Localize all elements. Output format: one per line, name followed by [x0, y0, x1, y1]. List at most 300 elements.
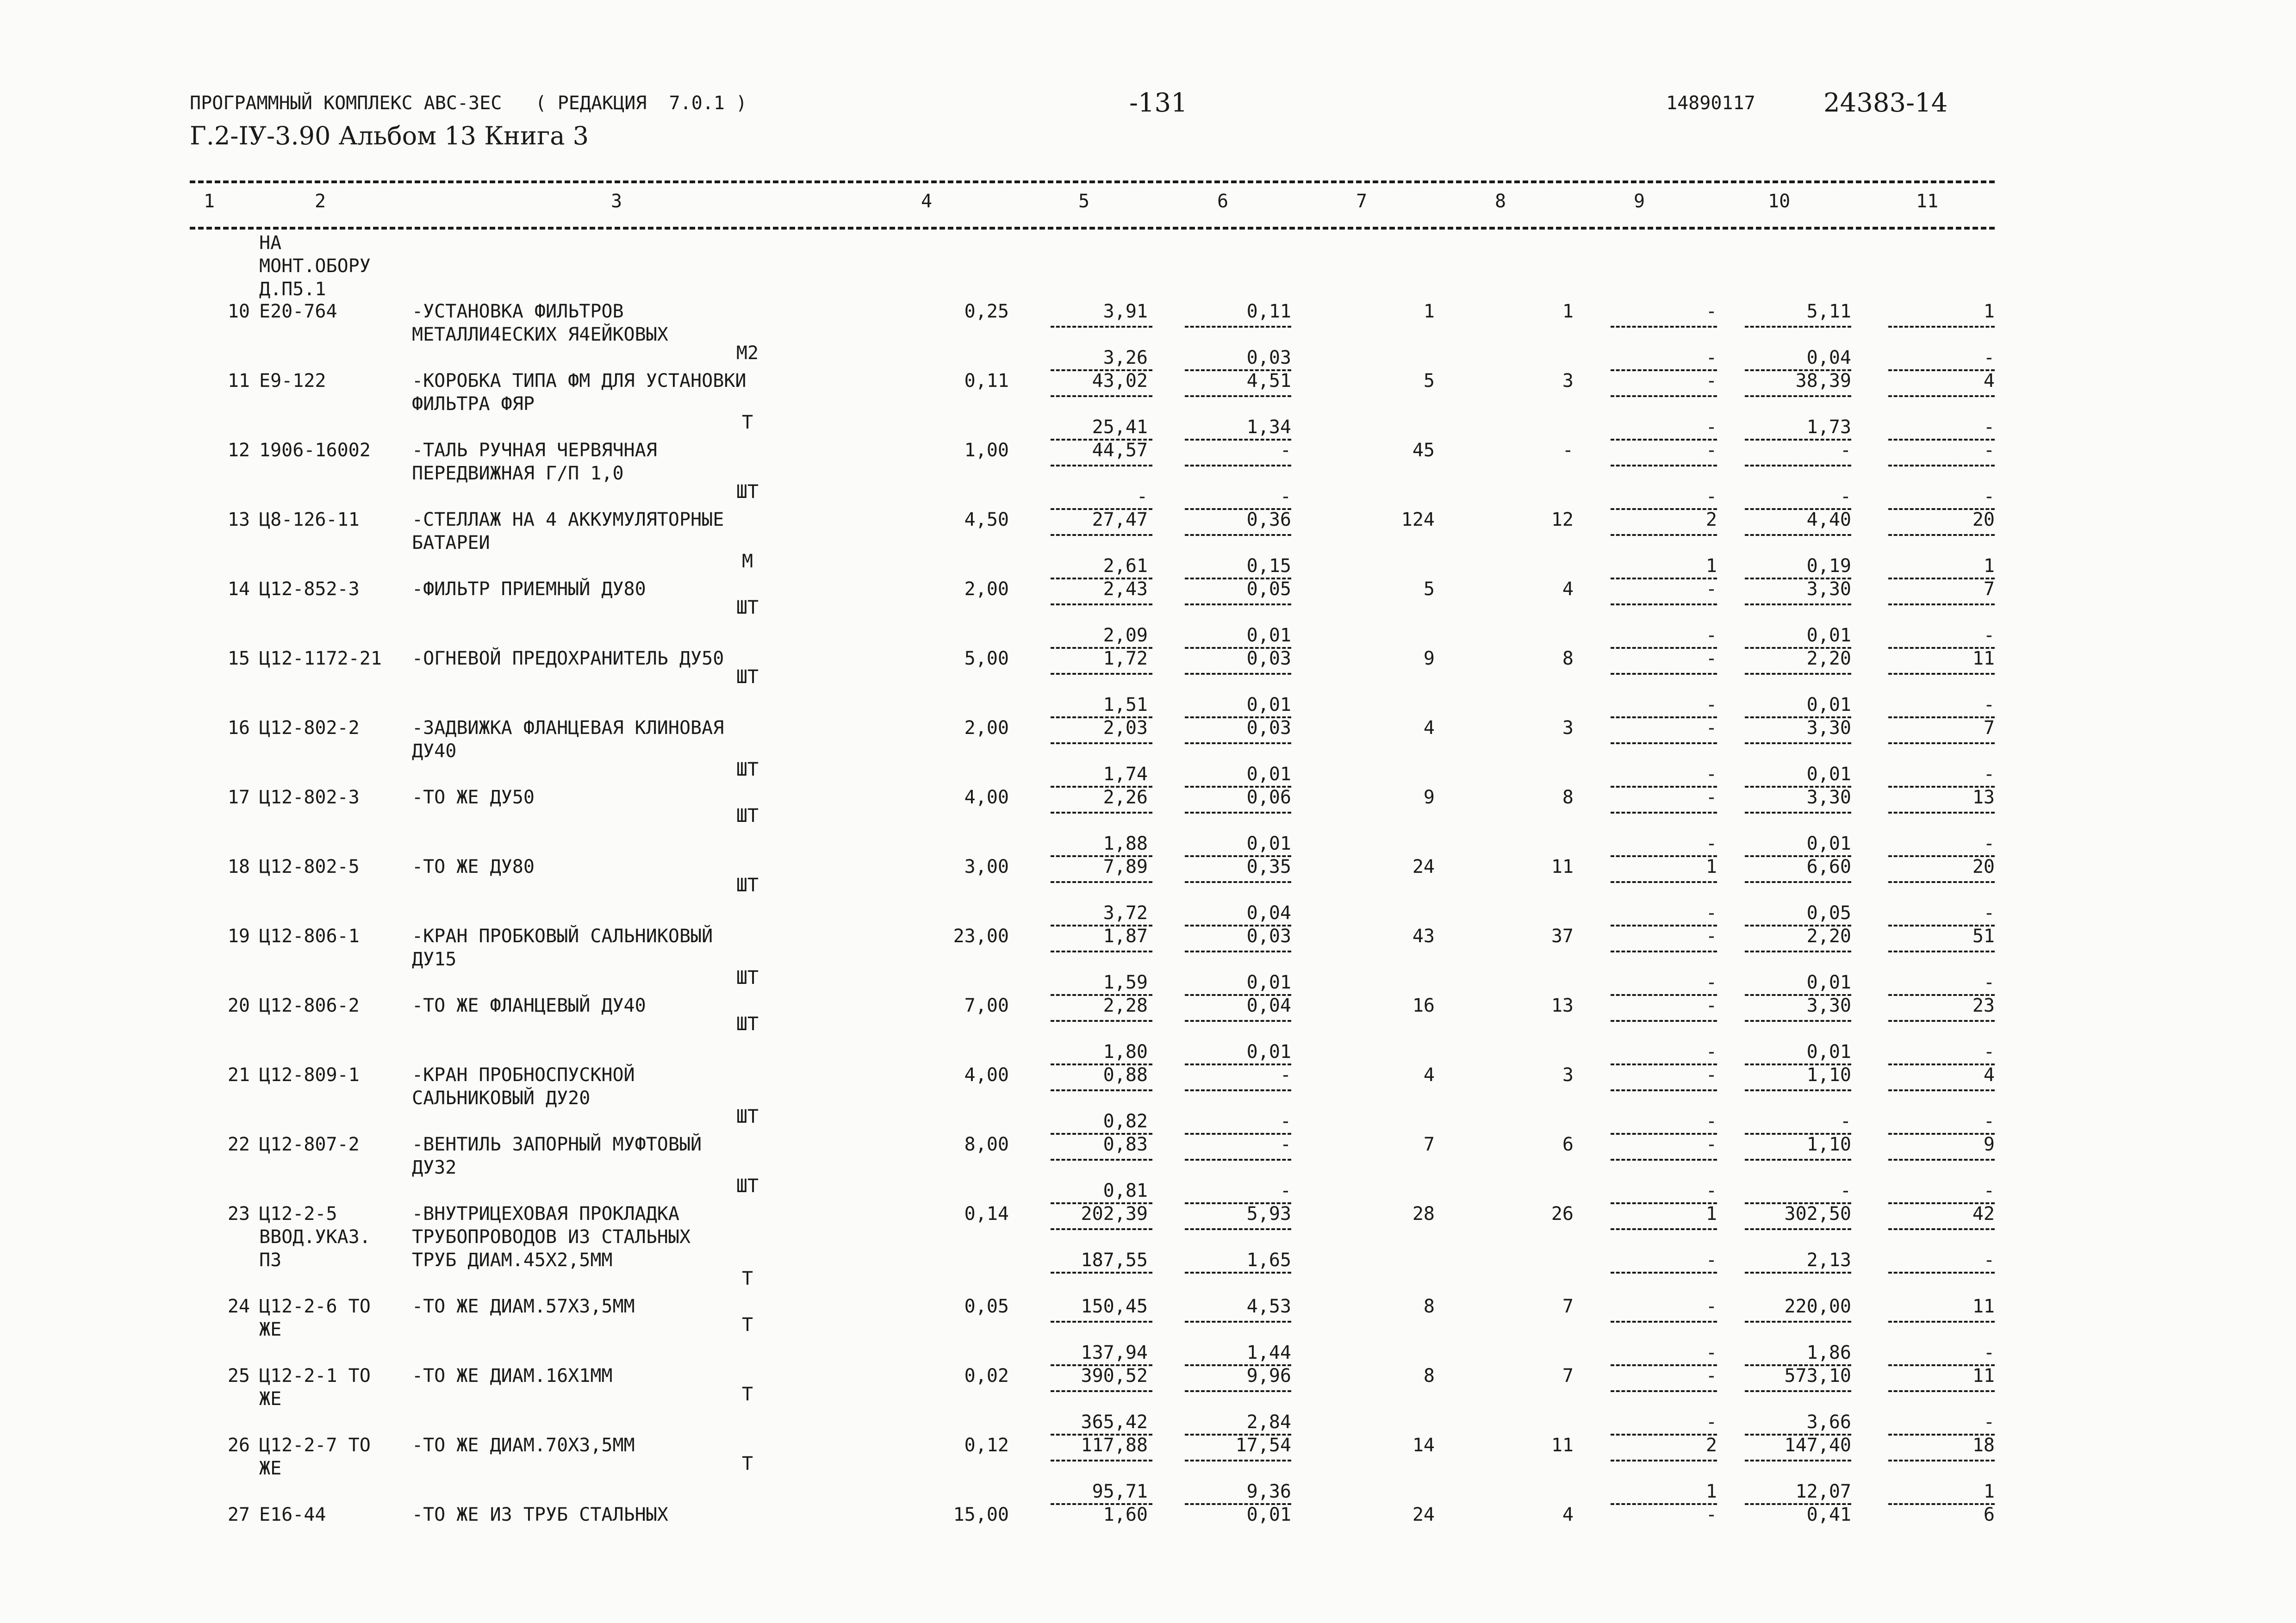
cell-underline	[1888, 1020, 1995, 1022]
cell-underline	[1888, 465, 1995, 466]
row-sub-c9: -	[1705, 833, 1717, 854]
cell-underline	[1888, 1228, 1995, 1230]
row-value-c10: 220,00	[1784, 1296, 1851, 1317]
row-value-c5: 7,89	[1103, 856, 1148, 877]
row-value-c8: 3	[1562, 1064, 1574, 1086]
cell-underline	[1185, 465, 1291, 466]
cell-underline	[1611, 603, 1717, 605]
row-value-c4: 8,00	[964, 1134, 1009, 1155]
row-name: -ЗАДВИЖКА ФЛАНЦЕВАЯ КЛИНОВАЯ ДУ40	[412, 717, 724, 762]
row-unit: ШТ	[736, 666, 759, 688]
cell-underline	[1888, 1390, 1995, 1392]
row-value-c8: 11	[1551, 856, 1574, 877]
row-name: -СТЕЛЛАЖ НА 4 АККУМУЛЯТОРНЫЕ БАТАРЕИ	[412, 509, 724, 553]
row-sub-c10: 1,73	[1806, 417, 1851, 438]
row-value-c7: 7	[1423, 1134, 1435, 1155]
row-sub-c6: -	[1280, 1180, 1291, 1201]
cell-underline	[1185, 1159, 1291, 1161]
row-value-c10: 302,50	[1784, 1203, 1851, 1225]
row-sub-c9: -	[1705, 764, 1717, 785]
row-value-c11: 51	[1972, 926, 1995, 947]
row-sub-c10: -	[1840, 1111, 1851, 1132]
row-value-c11: 13	[1972, 787, 1995, 808]
row-value-c7: 28	[1412, 1203, 1435, 1225]
row-value-c7: 43	[1412, 926, 1435, 947]
cell-underline	[1611, 1159, 1717, 1161]
row-sub-c6: 2,84	[1246, 1412, 1291, 1433]
cell-underline	[1051, 534, 1152, 536]
row-sub-c10: 2,13	[1806, 1250, 1851, 1271]
row-value-c9: 2	[1705, 509, 1717, 530]
row-sub-c11: -	[1983, 1342, 1995, 1363]
row-value-c4: 3,00	[964, 856, 1009, 877]
row-value-c7: 45	[1412, 440, 1435, 461]
row-value-c8: 8	[1562, 787, 1574, 808]
row-code: 1906-16002	[259, 440, 371, 461]
row-value-c7: 16	[1412, 995, 1435, 1016]
row-code: Е20-764	[259, 301, 337, 322]
row-code: Е16-44	[259, 1504, 326, 1525]
row-value-c5: 1,60	[1103, 1504, 1148, 1525]
row-sub-c11: -	[1983, 1111, 1995, 1132]
cell-underline	[1745, 534, 1851, 536]
row-unit: ШТ	[736, 759, 759, 780]
row-value-c10: 1,10	[1806, 1064, 1851, 1086]
row-code: Ц8-126-11	[259, 509, 360, 530]
row-code: Ц12-2-6 ТО ЖЕ	[259, 1296, 371, 1340]
row-value-c8: 26	[1551, 1203, 1574, 1225]
row-value-c11: 7	[1983, 717, 1995, 739]
row-sub-c11: -	[1983, 347, 1995, 368]
row-sub-c5: 95,71	[1092, 1481, 1148, 1502]
row-value-c6: 0,05	[1246, 578, 1291, 600]
row-value-c9: -	[1705, 578, 1717, 600]
row-value-c7: 8	[1423, 1296, 1435, 1317]
cell-underline	[1611, 1228, 1717, 1230]
col-9: 9	[1634, 191, 1645, 212]
row-unit: Т	[741, 412, 753, 433]
row-value-c9: -	[1705, 1134, 1717, 1155]
row-name: -ТО ЖЕ ДИАМ.70Х3,5ММ	[412, 1435, 635, 1456]
cell-underline	[1185, 1020, 1291, 1022]
row-value-c8: 13	[1551, 995, 1574, 1016]
row-code: Ц12-809-1	[259, 1064, 360, 1086]
row-value-c9: -	[1705, 648, 1717, 669]
col-5: 5	[1078, 191, 1090, 212]
row-sub-c5: 137,94	[1081, 1342, 1148, 1363]
row-sub-c10: 0,01	[1806, 972, 1851, 993]
cell-underline	[1611, 1089, 1717, 1091]
row-value-c5: 150,45	[1081, 1296, 1148, 1317]
row-code: Ц12-806-2	[259, 995, 360, 1016]
row-value-c11: 18	[1972, 1435, 1995, 1456]
row-sub-c11: 1	[1983, 555, 1995, 577]
row-sub-c6: 0,01	[1246, 833, 1291, 854]
row-unit: М	[741, 551, 753, 572]
row-sub-c6: 0,01	[1246, 1041, 1291, 1063]
row-value-c5: 2,03	[1103, 717, 1148, 739]
row-sub-c11: -	[1983, 764, 1995, 785]
row-value-c4: 0,02	[964, 1365, 1009, 1387]
row-value-c6: 0,36	[1246, 509, 1291, 530]
row-unit: ШТ	[736, 875, 759, 896]
row-number: 16	[227, 717, 250, 739]
row-value-c11: 9	[1983, 1134, 1995, 1155]
row-sub-c10: 3,66	[1806, 1412, 1851, 1433]
row-number: 24	[227, 1296, 250, 1317]
row-value-c11: 20	[1972, 509, 1995, 530]
row-name: -ТО ЖЕ ДИАМ.57Х3,5ММ	[412, 1296, 635, 1317]
row-sub-c9: -	[1705, 902, 1717, 924]
row-value-c9: -	[1705, 440, 1717, 461]
row-code: Ц12-802-3	[259, 787, 360, 808]
row-value-c5: 27,47	[1092, 509, 1148, 530]
row-value-c10: 6,60	[1806, 856, 1851, 877]
row-sub-c10: 0,01	[1806, 833, 1851, 854]
row-value-c4: 5,00	[964, 648, 1009, 669]
row-code: Ц12-2-1 ТО ЖЕ	[259, 1365, 371, 1410]
row-number: 27	[227, 1504, 250, 1525]
cell-underline	[1051, 1228, 1152, 1230]
row-unit: ШТ	[736, 1175, 759, 1197]
cell-underline	[1185, 1321, 1291, 1323]
row-number: 18	[227, 856, 250, 877]
row-value-c9: -	[1705, 787, 1717, 808]
col-10: 10	[1768, 191, 1791, 212]
row-number: 14	[227, 578, 250, 600]
row-unit: ШТ	[736, 597, 759, 618]
row-value-c9: -	[1705, 1504, 1717, 1525]
row-sub-c6: 0,15	[1246, 555, 1291, 577]
row-value-c8: 7	[1562, 1365, 1574, 1387]
cell-underline	[1745, 1390, 1851, 1392]
row-sub-c10: 12,07	[1795, 1481, 1851, 1502]
cell-underline	[1185, 395, 1291, 397]
row-code: Ц12-2-7 ТО ЖЕ	[259, 1435, 371, 1479]
cell-underline	[1611, 395, 1717, 397]
row-value-c11: 11	[1972, 1365, 1995, 1387]
row-name: -КРАН ПРОБНОСПУСКНОЙ САЛЬНИКОВЫЙ ДУ20	[412, 1064, 635, 1109]
row-value-c6: -	[1280, 1134, 1291, 1155]
cell-underline	[1745, 1460, 1851, 1461]
row-value-c9: -	[1705, 1064, 1717, 1086]
row-value-c4: 4,00	[964, 787, 1009, 808]
row-sub-c6: 0,01	[1246, 694, 1291, 715]
col-8: 8	[1495, 191, 1506, 212]
row-value-c9: 2	[1705, 1435, 1717, 1456]
row-value-c6: 0,04	[1246, 995, 1291, 1016]
cell-underline	[1051, 1159, 1152, 1161]
row-sub-c5: 3,26	[1103, 347, 1148, 368]
row-value-c7: 4	[1423, 1064, 1435, 1086]
cell-underline	[1185, 742, 1291, 744]
row-value-c10: 573,10	[1784, 1365, 1851, 1387]
row-value-c8: 12	[1551, 509, 1574, 530]
row-sub-c6: 0,01	[1246, 764, 1291, 785]
row-sub-c9: -	[1705, 1041, 1717, 1063]
col-2: 2	[315, 191, 326, 212]
row-value-c5: 2,26	[1103, 787, 1148, 808]
row-number: 22	[227, 1134, 250, 1155]
row-value-c8: 37	[1551, 926, 1574, 947]
row-name: -КРАН ПРОБКОВЫЙ САЛЬНИКОВЫЙ ДУ15	[412, 926, 713, 970]
row-unit: Т	[741, 1453, 753, 1474]
row-number: 21	[227, 1064, 250, 1086]
row-value-c9: 1	[1705, 1203, 1717, 1225]
col-11: 11	[1916, 191, 1939, 212]
col-3: 3	[611, 191, 622, 212]
row-value-c9: -	[1705, 1296, 1717, 1317]
row-name: -УСТАНОВКА ФИЛЬТРОВ МЕТАЛЛИ4ЕСКИХ Я4ЕЙКОВЫХ	[412, 301, 668, 345]
row-value-c4: 1,00	[964, 440, 1009, 461]
header-rule-bottom	[190, 227, 1995, 230]
row-sub-c11: -	[1983, 902, 1995, 924]
cell-underline	[1745, 465, 1851, 466]
row-name: -ТАЛЬ РУЧНАЯ ЧЕРВЯЧНАЯ ПЕРЕДВИЖНАЯ Г/П 1,0	[412, 440, 657, 484]
row-sub-c9: -	[1705, 972, 1717, 993]
row-value-c11: 20	[1972, 856, 1995, 877]
cell-underline	[1611, 1020, 1717, 1022]
row-value-c7: 124	[1401, 509, 1435, 530]
row-name: -ТО ЖЕ ДУ50	[412, 787, 535, 808]
row-sub-c5: 187,55	[1081, 1250, 1148, 1271]
row-sub-c10: -	[1840, 1180, 1851, 1201]
row-value-c10: 2,20	[1806, 926, 1851, 947]
row-value-c6: 0,01	[1246, 1504, 1291, 1525]
row-value-c8: 4	[1562, 1504, 1574, 1525]
cell-underline	[1051, 1321, 1152, 1323]
row-code: Ц12-852-3	[259, 578, 360, 600]
row-value-c7: 14	[1412, 1435, 1435, 1456]
cell-underline	[1745, 1321, 1851, 1323]
cell-underline	[1185, 1272, 1291, 1274]
cell-underline	[1611, 534, 1717, 536]
row-code: Ц12-1172-21	[259, 648, 382, 669]
row-sub-c6: 1,65	[1246, 1250, 1291, 1271]
row-name: -ТО ЖЕ ДУ80	[412, 856, 535, 877]
row-number: 23	[227, 1203, 250, 1225]
cell-underline	[1745, 951, 1851, 952]
row-number: 20	[227, 995, 250, 1016]
row-sub-c6: 0,03	[1246, 347, 1291, 368]
cell-underline	[1745, 673, 1851, 675]
row-value-c6: -	[1280, 1064, 1291, 1086]
row-name: -ТО ЖЕ ИЗ ТРУБ СТАЛЬНЫХ	[412, 1504, 668, 1525]
row-sub-c6: 0,04	[1246, 902, 1291, 924]
document-code: 14890117	[1666, 93, 1755, 114]
cell-underline	[1051, 951, 1152, 952]
row-code: НА МОНТ.ОБОРУ Д.П5.1	[259, 232, 371, 300]
row-value-c9: 1	[1705, 856, 1717, 877]
row-sub-c5: 0,82	[1103, 1111, 1148, 1132]
row-sub-c9: -	[1705, 625, 1717, 646]
row-sub-c9: -	[1705, 486, 1717, 507]
row-value-c4: 15,00	[953, 1504, 1009, 1525]
cell-underline	[1888, 1321, 1995, 1323]
row-value-c7: 9	[1423, 787, 1435, 808]
cell-underline	[1611, 1272, 1717, 1274]
row-code: Ц12-802-5	[259, 856, 360, 877]
cell-underline	[1051, 742, 1152, 744]
col-1: 1	[204, 191, 215, 212]
cell-underline	[1611, 1460, 1717, 1461]
row-value-c6: 0,03	[1246, 926, 1291, 947]
cell-underline	[1611, 1321, 1717, 1323]
row-sub-c10: -	[1840, 486, 1851, 507]
row-sub-c11: -	[1983, 417, 1995, 438]
cell-underline	[1051, 1020, 1152, 1022]
row-value-c6: 5,93	[1246, 1203, 1291, 1225]
row-value-c8: -	[1562, 440, 1574, 461]
row-value-c7: 4	[1423, 717, 1435, 739]
row-value-c9: -	[1705, 1365, 1717, 1387]
row-name: -ТО ЖЕ ДИАМ.16Х1ММ	[412, 1365, 613, 1387]
row-value-c9: -	[1705, 301, 1717, 322]
row-value-c6: -	[1280, 440, 1291, 461]
cell-underline	[1888, 603, 1995, 605]
cell-underline	[1888, 534, 1995, 536]
cell-underline	[1051, 1460, 1152, 1461]
row-value-c4: 23,00	[953, 926, 1009, 947]
row-sub-c11: -	[1983, 1180, 1995, 1201]
row-value-c11: 6	[1983, 1504, 1995, 1525]
header-rule-top	[190, 180, 1995, 183]
row-sub-c10: 0,01	[1806, 625, 1851, 646]
cell-underline	[1051, 881, 1152, 883]
row-value-c6: 0,03	[1246, 717, 1291, 739]
cell-underline	[1185, 673, 1291, 675]
row-value-c11: 7	[1983, 578, 1995, 600]
album-title: Г.2-IУ-3.90 Альбом 13 Книга 3	[190, 121, 589, 150]
cell-underline	[1051, 673, 1152, 675]
row-value-c8: 3	[1562, 370, 1574, 392]
row-value-c8: 8	[1562, 648, 1574, 669]
row-value-c10: -	[1840, 440, 1851, 461]
row-sub-c11: -	[1983, 1412, 1995, 1433]
row-sub-c11: -	[1983, 972, 1995, 993]
cell-underline	[1888, 1272, 1995, 1274]
row-sub-c10: 1,86	[1806, 1342, 1851, 1363]
row-number: 11	[227, 370, 250, 392]
document-number: 24383-14	[1823, 88, 1948, 118]
row-value-c7: 5	[1423, 370, 1435, 392]
row-value-c6: 4,51	[1246, 370, 1291, 392]
cell-underline	[1888, 951, 1995, 952]
row-sub-c10: 0,01	[1806, 694, 1851, 715]
row-sub-c6: 1,34	[1246, 417, 1291, 438]
cell-underline	[1185, 1460, 1291, 1461]
row-value-c4: 0,12	[964, 1435, 1009, 1456]
cell-underline	[1611, 742, 1717, 744]
cell-underline	[1888, 395, 1995, 397]
row-unit: Т	[741, 1384, 753, 1405]
row-value-c10: 3,30	[1806, 787, 1851, 808]
row-value-c5: 0,88	[1103, 1064, 1148, 1086]
row-value-c11: -	[1983, 440, 1995, 461]
cell-underline	[1611, 326, 1717, 328]
row-number: 17	[227, 787, 250, 808]
row-sub-c9: -	[1705, 1342, 1717, 1363]
row-sub-c6: 0,01	[1246, 625, 1291, 646]
row-number: 12	[227, 440, 250, 461]
row-sub-c11: -	[1983, 694, 1995, 715]
row-value-c6: 0,11	[1246, 301, 1291, 322]
cell-underline	[1051, 326, 1152, 328]
cell-underline	[1611, 951, 1717, 952]
row-sub-c6: -	[1280, 486, 1291, 507]
row-value-c10: 0,41	[1806, 1504, 1851, 1525]
row-sub-c10: 0,05	[1806, 902, 1851, 924]
cell-underline	[1745, 1228, 1851, 1230]
row-unit: Т	[741, 1314, 753, 1336]
row-value-c4: 2,00	[964, 717, 1009, 739]
row-unit: Т	[741, 1268, 753, 1289]
row-value-c4: 4,50	[964, 509, 1009, 530]
cell-underline	[1185, 881, 1291, 883]
row-sub-c5: 2,61	[1103, 555, 1148, 577]
row-value-c10: 3,30	[1806, 995, 1851, 1016]
row-value-c5: 1,72	[1103, 648, 1148, 669]
row-number: 25	[227, 1365, 250, 1387]
cell-underline	[1051, 465, 1152, 466]
row-sub-c5: 365,42	[1081, 1412, 1148, 1433]
row-sub-c11: -	[1983, 1250, 1995, 1271]
row-number: 26	[227, 1435, 250, 1456]
row-sub-c5: -	[1136, 486, 1148, 507]
row-value-c9: -	[1705, 717, 1717, 739]
row-sub-c10: 0,01	[1806, 764, 1851, 785]
row-number: 13	[227, 509, 250, 530]
cell-underline	[1185, 326, 1291, 328]
row-value-c11: 4	[1983, 1064, 1995, 1086]
cell-underline	[1745, 742, 1851, 744]
row-number: 10	[227, 301, 250, 322]
cell-underline	[1888, 673, 1995, 675]
cell-underline	[1888, 326, 1995, 328]
col-6: 6	[1217, 191, 1229, 212]
row-value-c8: 11	[1551, 1435, 1574, 1456]
row-value-c6: 0,35	[1246, 856, 1291, 877]
row-value-c8: 6	[1562, 1134, 1574, 1155]
row-value-c4: 0,14	[964, 1203, 1009, 1225]
row-code: Ц12-806-1	[259, 926, 360, 947]
row-value-c5: 390,52	[1081, 1365, 1148, 1387]
row-unit: ШТ	[736, 1014, 759, 1035]
row-value-c10: 3,30	[1806, 578, 1851, 600]
row-value-c9: -	[1705, 370, 1717, 392]
row-sub-c11: 1	[1983, 1481, 1995, 1502]
row-sub-c9: -	[1705, 694, 1717, 715]
row-sub-c5: 1,88	[1103, 833, 1148, 854]
row-sub-c5: 1,74	[1103, 764, 1148, 785]
row-sub-c11: -	[1983, 486, 1995, 507]
row-value-c5: 117,88	[1081, 1435, 1148, 1456]
cell-underline	[1745, 812, 1851, 814]
row-sub-c5: 1,80	[1103, 1041, 1148, 1063]
col-7: 7	[1356, 191, 1368, 212]
row-code: Е9-122	[259, 370, 326, 392]
row-value-c4: 2,00	[964, 578, 1009, 600]
row-sub-c6: 1,44	[1246, 1342, 1291, 1363]
row-value-c9: -	[1705, 995, 1717, 1016]
cell-underline	[1185, 534, 1291, 536]
row-code: Ц12-2-5 ВВОД.УКАЗ. П3	[259, 1203, 371, 1271]
program-title: ПРОГРАММНЫЙ КОМПЛЕКС АВС-3ЕС ( РЕДАКЦИЯ 7.0.1 )	[190, 93, 747, 114]
row-value-c11: 1	[1983, 301, 1995, 322]
row-value-c6: 0,06	[1246, 787, 1291, 808]
row-value-c4: 0,11	[964, 370, 1009, 392]
cell-underline	[1185, 812, 1291, 814]
